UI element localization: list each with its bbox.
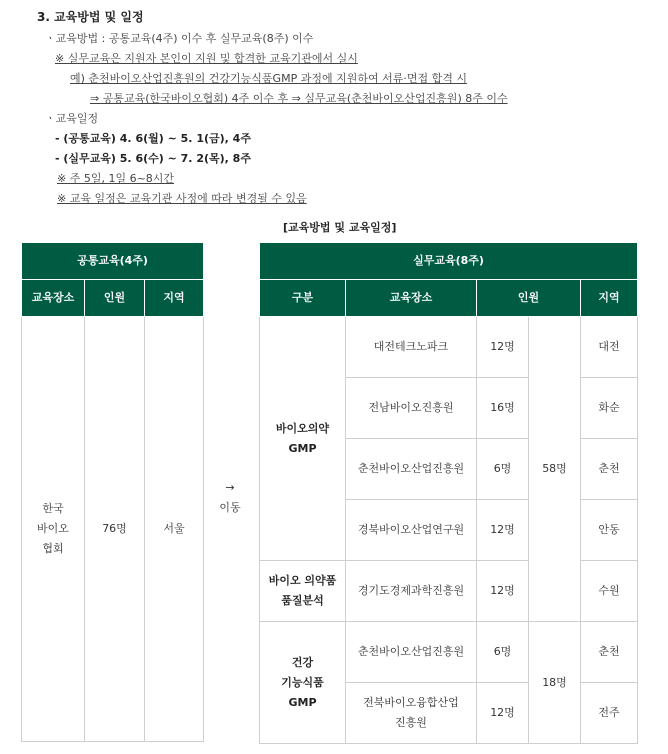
practical-header-region: 지역 bbox=[581, 280, 638, 317]
row-region: 안동 bbox=[581, 500, 638, 561]
row-region: 전주 bbox=[581, 683, 638, 744]
section-heading: 3. 교육방법 및 일정 bbox=[37, 10, 144, 24]
practical-table-title: 실무교육(8주) bbox=[260, 243, 638, 280]
row-region: 춘천 bbox=[581, 622, 638, 683]
practical-education-table bbox=[259, 242, 638, 744]
row-count: 12명 bbox=[477, 561, 529, 622]
row-region: 대전 bbox=[581, 317, 638, 378]
method-line: ㆍ교육방법 : 공통교육(4주) 이수 후 실무교육(8주) 이수 bbox=[45, 32, 314, 45]
schedule-note-hours: ※ 주 5일, 1일 6~8시간 bbox=[57, 172, 175, 185]
row-place: 경기도경제과학진흥원 bbox=[346, 561, 477, 622]
common-table-title: 공통교육(4주) bbox=[22, 243, 204, 280]
category-bio-gmp: 바이오의약 GMP bbox=[260, 317, 346, 561]
row-place: 춘천바이오산업진흥원 bbox=[346, 622, 477, 683]
table-caption: [교육방법 및 교육일정] bbox=[283, 221, 397, 234]
schedule-note-change: ※ 교육 일정은 교육기관 사정에 따라 변경될 수 있음 bbox=[57, 192, 307, 205]
row-count: 6명 bbox=[477, 622, 529, 683]
method-flow: ⇒ 공통교육(한국바이오협회) 4주 이수 후 ⇒ 실무교육(춘천바이오산업진흥원) 8주 이수 bbox=[90, 92, 508, 105]
total-bio-count: 58명 bbox=[529, 317, 581, 622]
row-place: 전남바이오진흥원 bbox=[346, 378, 477, 439]
row-count: 12명 bbox=[477, 317, 529, 378]
total-health-count: 18명 bbox=[529, 622, 581, 744]
row-count: 12명 bbox=[477, 500, 529, 561]
row-place: 춘천바이오산업진흥원 bbox=[346, 439, 477, 500]
common-region: 서울 bbox=[145, 317, 204, 742]
common-count: 76명 bbox=[85, 317, 145, 742]
schedule-practical: - (실무교육) 5. 6(수) ~ 7. 2(목), 8주 bbox=[55, 152, 251, 165]
table-row bbox=[260, 317, 638, 378]
row-count: 12명 bbox=[477, 683, 529, 744]
row-place: 경북바이오산업연구원 bbox=[346, 500, 477, 561]
row-region: 춘천 bbox=[581, 439, 638, 500]
common-place: 한국 바이오 협회 bbox=[22, 317, 85, 742]
schedule-common: - (공통교육) 4. 6(월) ~ 5. 1(금), 4주 bbox=[55, 132, 251, 145]
move-arrow: → 이동 bbox=[219, 481, 241, 514]
common-header-region: 지역 bbox=[145, 280, 204, 317]
common-header-place: 교육장소 bbox=[22, 280, 85, 317]
method-example: 예) 춘천바이오산업진흥원의 건강기능식품GMP 과정에 지원하여 서류·면접 합격 시 bbox=[70, 72, 467, 85]
row-region: 화순 bbox=[581, 378, 638, 439]
common-header-count: 인원 bbox=[85, 280, 145, 317]
schedule-label: ㆍ교육일정 bbox=[45, 112, 99, 125]
row-region: 수원 bbox=[581, 561, 638, 622]
row-count: 16명 bbox=[477, 378, 529, 439]
category-quality-analysis: 바이오 의약품 품질분석 bbox=[260, 561, 346, 622]
practical-header-category: 구분 bbox=[260, 280, 346, 317]
practical-header-place: 교육장소 bbox=[346, 280, 477, 317]
row-count: 6명 bbox=[477, 439, 529, 500]
table-row bbox=[260, 561, 638, 622]
row-place: 전북바이오융합산업 진흥원 bbox=[346, 683, 477, 744]
practical-header-count: 인원 bbox=[477, 280, 581, 317]
category-health-food-gmp: 건강 기능식품 GMP bbox=[260, 622, 346, 744]
table-row bbox=[260, 622, 638, 683]
common-education-table bbox=[21, 242, 204, 742]
method-note: ※ 실무교육은 지원자 본인이 지원 및 합격한 교육기관에서 실시 bbox=[55, 52, 358, 65]
row-place: 대전테크노파크 bbox=[346, 317, 477, 378]
